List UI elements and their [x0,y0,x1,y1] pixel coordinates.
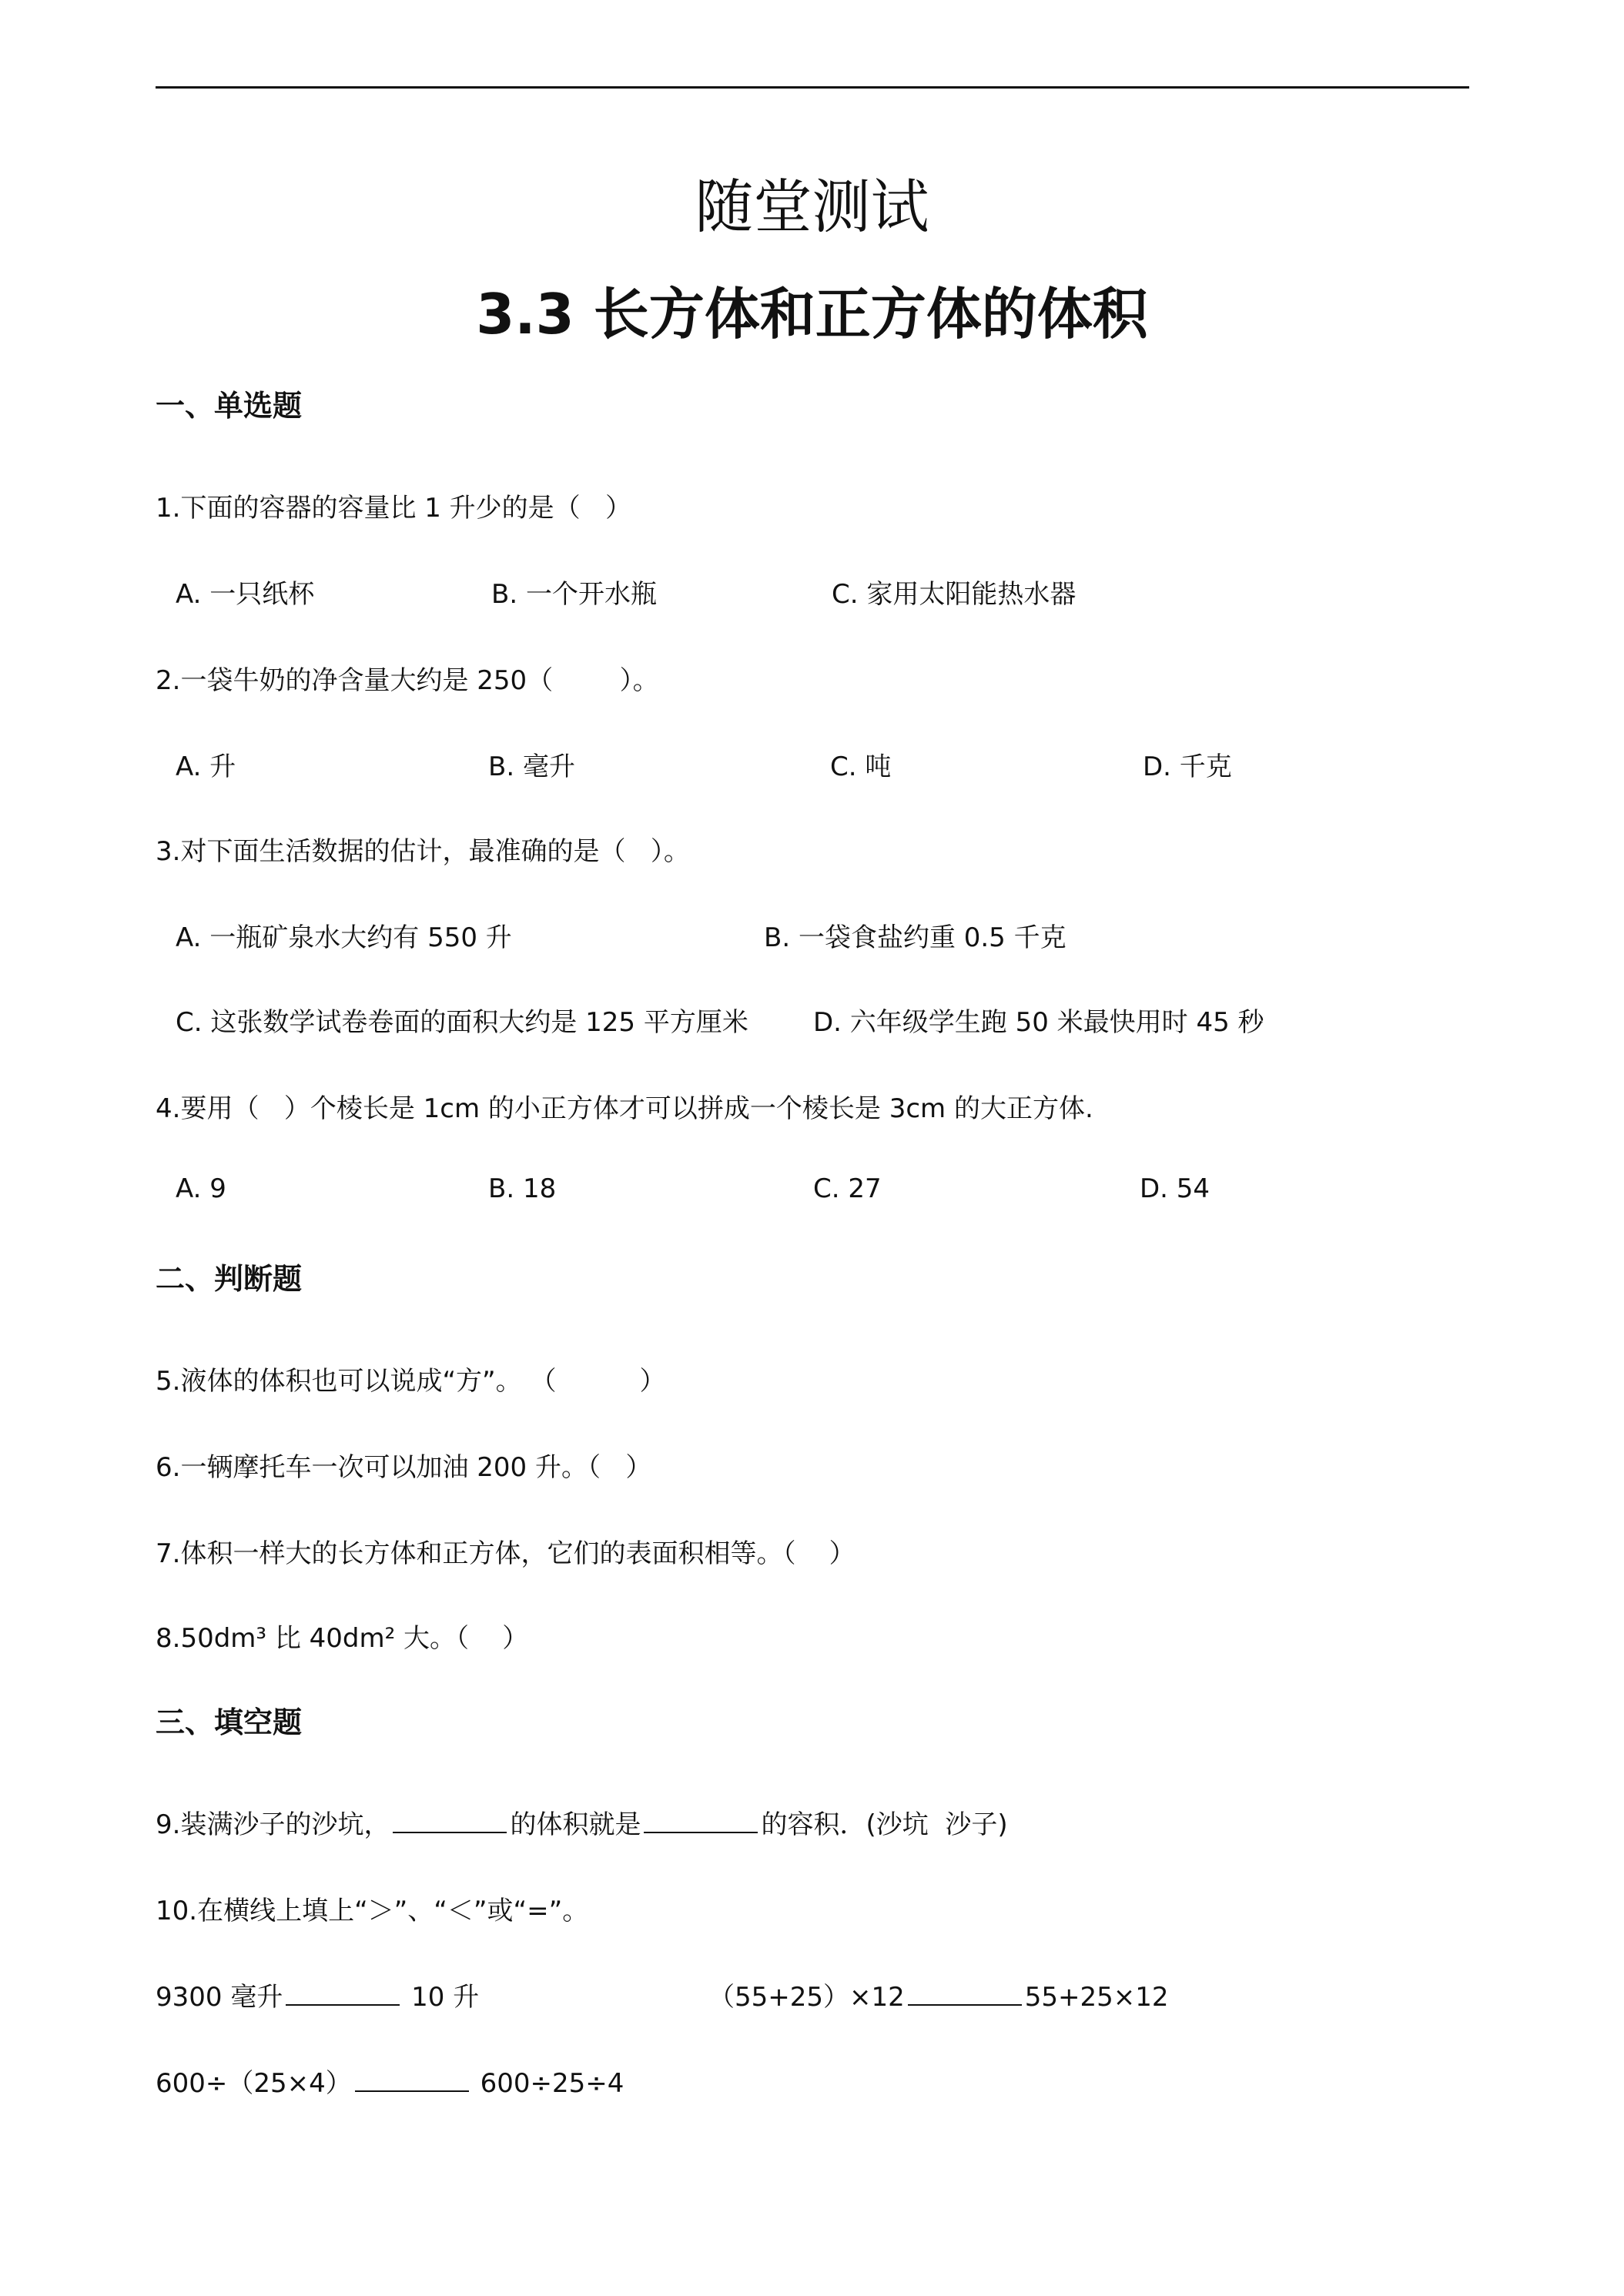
q10-item-3 [156,2062,624,2100]
question-9 [156,1803,1008,1841]
q9-blank-1[interactable] [393,1810,507,1833]
q2-option-c[interactable]: C. 吨 [830,751,892,782]
question-5: 5.液体的体积也可以说成“方”。 （ ） [156,1366,666,1397]
q2-option-d[interactable]: D. 千克 [1143,751,1232,782]
question-3: 3.对下面生活数据的估计，最准确的是（ ）。 [156,836,690,867]
q3-option-c[interactable]: C. 这张数学试卷卷面的面积大约是 125 平方厘米 [176,1007,748,1038]
q10-item-1-left: 9300 毫升 [156,1982,283,2013]
q2-option-a[interactable]: A. 升 [176,751,236,782]
q4-option-a[interactable]: A. 9 [176,1173,226,1204]
q2-option-b[interactable]: B. 毫升 [488,751,575,782]
q9-text-part3: 的容积．(沙坑 沙子) [761,1809,1008,1840]
question-2: 2.一袋牛奶的净含量大约是 250（ ）。 [156,665,659,696]
q10-item-1 [156,1976,479,2013]
q10-item-3-right: 600÷25÷4 [471,2068,624,2099]
q10-item-2 [708,1976,1169,2013]
q9-blank-2[interactable] [644,1810,758,1833]
question-4: 4.要用（ ）个棱长是 1cm 的小正方体才可以拼成一个棱长是 3cm 的大正方体. [156,1093,1093,1124]
q10-blank-2[interactable] [908,1983,1022,2006]
q10-item-2-right: 55+25×12 [1024,1982,1169,2013]
section-heading-true-false: 二、判断题 [156,1262,303,1296]
page-title: 随堂测试 [695,172,929,241]
q10-item-2-left: （55+25）×12 [708,1982,905,2013]
question-6: 6.一辆摩托车一次可以加油 200 升。（ ） [156,1452,652,1483]
q1-option-a[interactable]: A. 一只纸杯 [176,579,315,610]
q9-text-part2: 的体积就是 [510,1809,641,1840]
question-8: 8.50dm³ 比 40dm² 大。（ ） [156,1623,529,1654]
q1-option-c[interactable]: C. 家用太阳能热水器 [832,579,1077,610]
section-heading-fill-blank: 三、填空题 [156,1705,303,1739]
q9-text-part1: 9.装满沙子的沙坑， [156,1809,390,1840]
q1-option-b[interactable]: B. 一个开水瓶 [491,579,657,610]
q3-option-d[interactable]: D. 六年级学生跑 50 米最快用时 45 秒 [813,1007,1264,1038]
question-1: 1.下面的容器的容量比 1 升少的是（ ） [156,493,632,524]
q4-option-c[interactable]: C. 27 [813,1173,882,1204]
q3-option-a[interactable]: A. 一瓶矿泉水大约有 550 升 [176,922,512,953]
q3-option-b[interactable]: B. 一袋食盐约重 0.5 千克 [764,922,1066,953]
section-heading-single-choice: 一、单选题 [156,389,303,423]
q4-option-b[interactable]: B. 18 [488,1173,557,1204]
q10-blank-1[interactable] [286,1983,400,2006]
q4-option-d[interactable]: D. 54 [1140,1173,1210,1204]
q10-blank-3[interactable] [355,2069,469,2092]
question-7: 7.体积一样大的长方体和正方体，它们的表面积相等。（ ） [156,1538,856,1569]
page-subtitle: 3.3 长方体和正方体的体积 [476,282,1148,346]
q10-item-1-right: 10 升 [403,1982,480,2013]
q10-item-3-left: 600÷（25×4） [156,2068,352,2099]
header-rule [156,86,1469,89]
question-10: 10.在横线上填上“＞”、“＜”或“=”。 [156,1896,589,1926]
